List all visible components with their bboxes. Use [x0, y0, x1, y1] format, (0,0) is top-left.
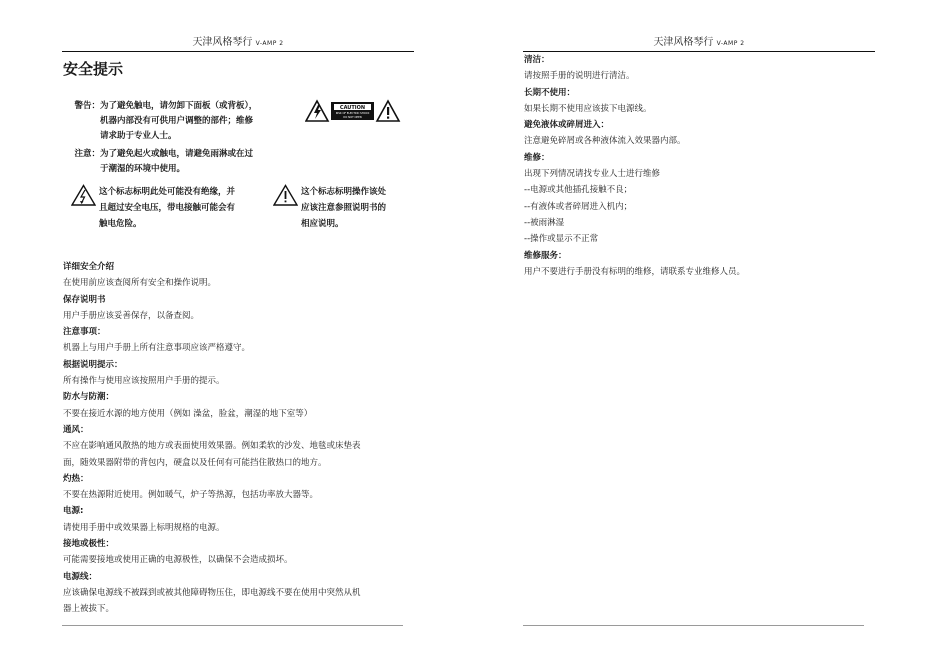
caution-block — [62, 147, 302, 181]
page-header — [523, 37, 875, 50]
warning-line: 机器内部没有可供用户调整的部件；维修 — [100, 116, 254, 126]
warning-text — [100, 99, 257, 144]
section-text: 机器上与用户手册上所有注意事项应该严格遵守。 — [63, 343, 251, 354]
header-model: V-AMP 2 — [255, 40, 284, 47]
section-heading: 清洁： — [524, 55, 550, 65]
section-heading: 注意事项： — [63, 327, 106, 338]
left-page — [62, 0, 414, 662]
header-title: 天津风格琴行 — [653, 37, 714, 48]
warning-label: 警告： — [74, 101, 100, 111]
section-heading: 通风： — [63, 424, 89, 435]
footer-rule — [523, 625, 864, 626]
symbol-note-text — [99, 184, 235, 232]
symbol-note-line: 且超过安全电压，带电接触可能会有 — [99, 203, 236, 213]
caution-sub2: DO NOT OPEN — [343, 116, 362, 119]
symbol-note-line: 这个标志标明操作该处 — [301, 187, 387, 197]
section-heading: 详细安全介绍 — [63, 262, 115, 272]
section-text: 可能需要接地或使用正确的电源极性，以确保不会造成损坏。 — [63, 555, 293, 566]
section-text: 不应在影响通风散热的地方或表面使用效果器。例如柔软的沙发、地毯或床垫表 — [63, 441, 361, 452]
symbol-note-text — [301, 184, 386, 232]
section-text: 面，随效果器附带的背包内，硬盒以及任何有可能挡住散热口的地方。 — [63, 457, 327, 468]
exclamation-warning-icon — [273, 184, 298, 206]
section-text: 不要在接近水源的地方使用（例如 澡盆，脸盆，潮湿的地下室等） — [63, 408, 313, 419]
page-header — [62, 37, 414, 50]
symbol-note-line: 触电危险。 — [99, 219, 142, 229]
section-heading: 维修： — [524, 152, 550, 163]
section-heading: 防水与防潮： — [63, 392, 115, 403]
caution-text-label: 注意： — [74, 149, 100, 159]
warning-line: 为了避免触电，请勿卸下面板（或背板）， — [100, 101, 258, 111]
section-text: --操作或显示不正常 — [524, 234, 599, 245]
header-rule — [62, 51, 414, 52]
section-text: 用户不要进行手册没有标明的维修，请联系专业维修人员。 — [524, 266, 746, 277]
caution-line: 于潮湿的环境中使用。 — [100, 164, 186, 174]
header-title: 天津风格琴行 — [192, 37, 253, 48]
section-heading: 维修服务： — [524, 250, 567, 261]
section-heading: 电源: — [63, 506, 84, 517]
page-title: 安全提示 — [63, 60, 124, 78]
section-text: 出现下列情况请找专业人士进行维修 — [524, 169, 661, 180]
right-page — [523, 0, 875, 662]
symbol-note-line: 这个标志标明此处可能没有绝缘，并 — [99, 187, 236, 197]
section-heading: 长期不使用： — [524, 87, 576, 98]
section-heading: 根据说明提示： — [63, 359, 123, 370]
footer-rule — [62, 625, 403, 626]
section-text: 请按照手册的说明进行清洁。 — [524, 71, 635, 82]
section-text: 如果长期不使用应该拔下电源线。 — [524, 103, 652, 114]
symbol-note-line: 相应说明。 — [301, 219, 344, 229]
section-text: --被雨淋湿 — [524, 217, 565, 228]
symbol-note-attention — [273, 184, 413, 234]
section-text: 所有操作与使用应该按照用户手册的提示。 — [63, 376, 225, 387]
warning-block — [62, 99, 302, 149]
section-text: 不要在热源附近使用。例如暖气，炉子等热源，包括功率放大器等。 — [63, 490, 319, 501]
section-text: 在使用前应该查阅所有安全和操作说明。 — [63, 278, 217, 289]
section-heading: 接地或极性： — [63, 539, 115, 550]
section-text: 注意避免碎屑或各种液体流入效果器内部。 — [524, 136, 686, 147]
section-text: 请使用手册中或效果器上标明规格的电源。 — [63, 522, 225, 533]
caution-line: 为了避免起火或触电，请避免雨淋或在过 — [100, 149, 254, 159]
section-heading: 电源线： — [63, 571, 98, 582]
caution-label-graphic — [305, 99, 401, 123]
symbol-note-shock — [71, 184, 271, 234]
caution-sub1: RISK OF ELECTRIC SHOCK — [335, 112, 370, 115]
caution-text — [100, 147, 253, 177]
maintenance-sections — [524, 52, 745, 280]
symbol-note-line: 应该注意参照说明书的 — [301, 203, 387, 213]
header-model: V-AMP 2 — [716, 40, 745, 47]
section-heading: 避免液体或碎屑进入： — [524, 120, 610, 131]
section-text: --电源或其他插孔接触不良； — [524, 185, 633, 196]
warning-line: 请求助于专业人士。 — [100, 131, 177, 141]
section-text: 器上被拔下。 — [63, 604, 115, 615]
safety-sections — [63, 259, 361, 618]
section-text: --有液体或者碎屑进入机内； — [524, 201, 633, 212]
caution-word: CAUTION — [339, 105, 366, 111]
section-heading: 灼热： — [63, 473, 89, 484]
caution-logo-icon — [305, 99, 401, 123]
section-heading: 保存说明书 — [63, 294, 106, 305]
section-text: 应该确保电源线不被踩到或被其他障碍物压住，即电源线不要在使用中突然从机 — [63, 587, 361, 598]
section-text: 用户手册应该妥善保存，以备查阅。 — [63, 310, 200, 321]
lightning-warning-icon — [71, 184, 96, 206]
